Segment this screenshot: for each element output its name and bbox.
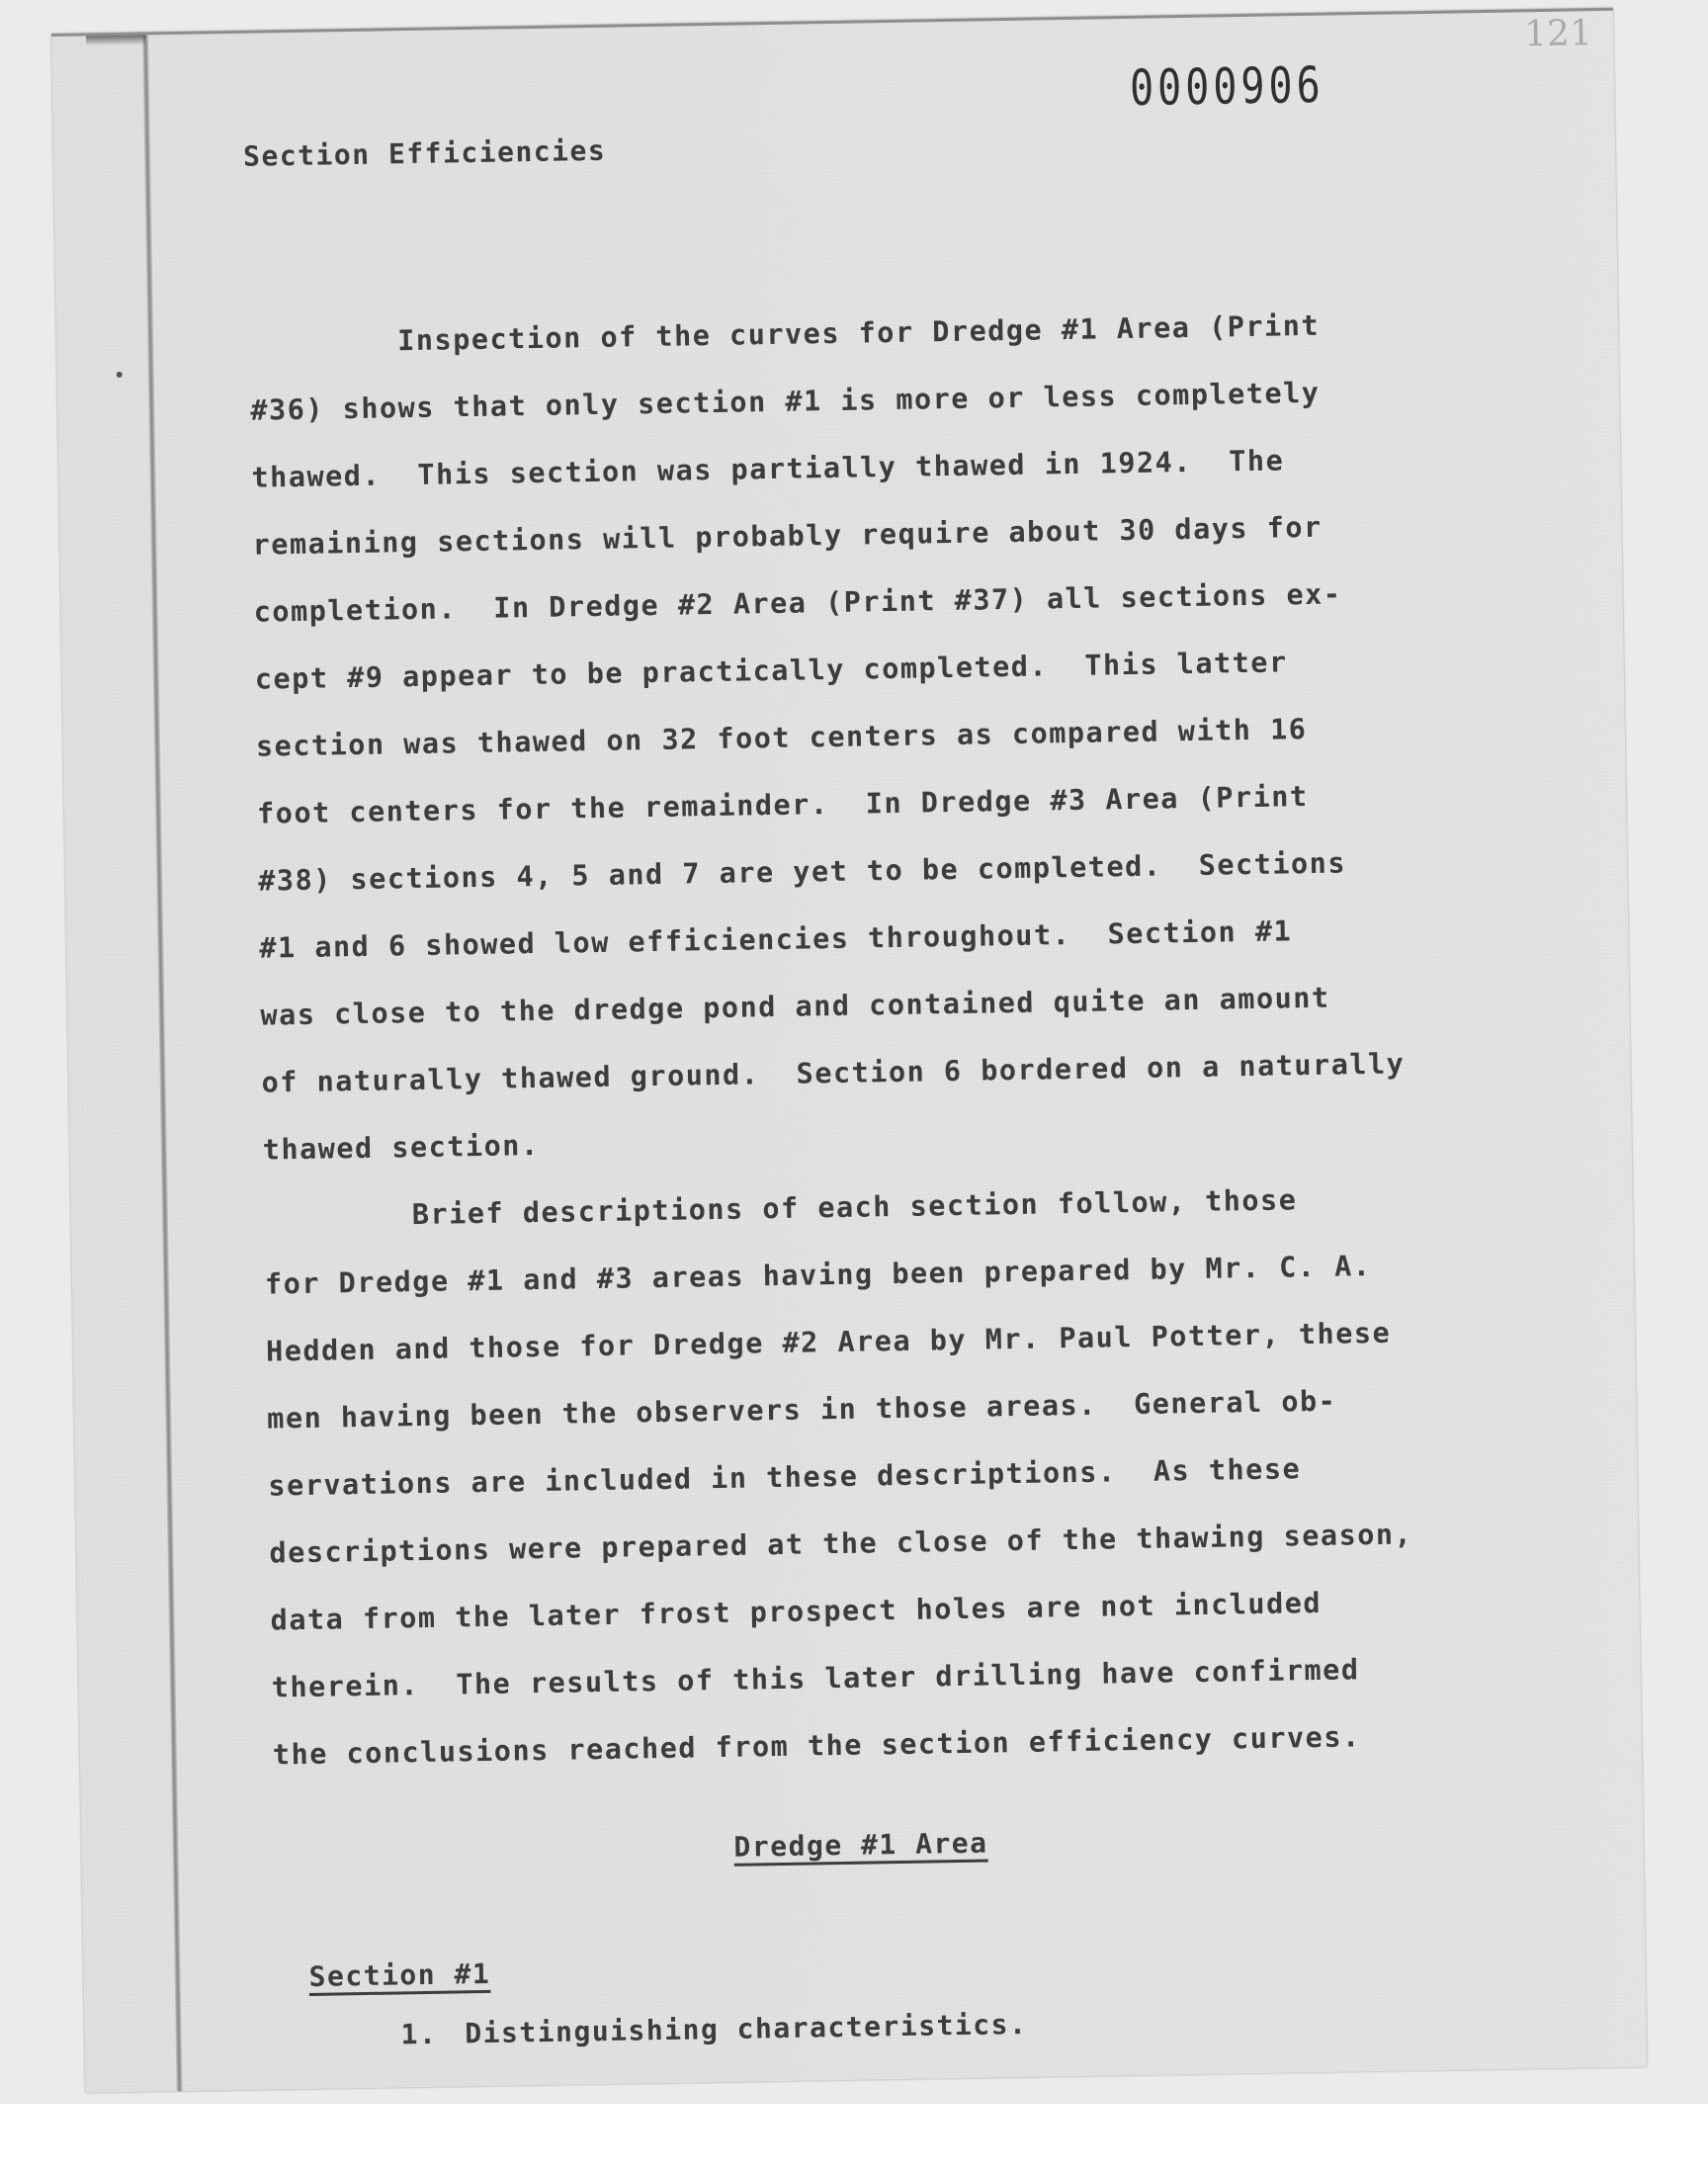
list-item-number: 1.	[400, 2017, 438, 2051]
area-heading: Dredge #1 Area	[733, 1826, 988, 1864]
folded-corner	[86, 35, 145, 45]
ink-speck	[117, 372, 123, 378]
page-number: 121	[1523, 13, 1593, 55]
text-line: remaining sections will probably require about 30 days for	[252, 510, 1323, 562]
text-line: for Dredge #1 and #3 areas having been prepared by Mr. C. A.	[264, 1250, 1372, 1301]
fold-crease	[142, 35, 182, 2091]
text-line: thawed section.	[262, 1128, 540, 1167]
text-line: men having been the observers in those areas. General ob-	[266, 1384, 1337, 1436]
stamp-number: 0000906	[1129, 56, 1325, 118]
text-line: Inspection of the curves for Dredge #1 Area (Print	[396, 308, 1321, 358]
text-line: #38) sections 4, 5 and 7 are yet to be completed. Sections	[257, 846, 1347, 898]
list-item-text: Distinguishing characteristics.	[465, 2007, 1028, 2050]
document-page	[51, 8, 1647, 2093]
text-line: #36) shows that only section #1 is more or less completely	[250, 376, 1321, 427]
list-item	[400, 2008, 1027, 2051]
text-line: data from the later frost prospect holes are not included	[270, 1586, 1323, 1637]
paragraph-2	[263, 1164, 1518, 1789]
header-title: Section Efficiencies	[242, 133, 607, 173]
paragraph-1	[249, 290, 1508, 1184]
text-line: completion. In Dredge #2 Area (Print #37) all sections ex-	[253, 577, 1342, 629]
text-line: of naturally thawed ground. Section 6 bordered on a naturally	[261, 1047, 1406, 1099]
text-line: foot centers for the remainder. In Dredge #3 Area (Print	[256, 780, 1309, 830]
text-line: Hedden and those for Dredge #2 Area by Mr. Paul Potter, these	[265, 1316, 1392, 1368]
text-line: descriptions were prepared at the close of the thawing season,	[269, 1518, 1413, 1570]
body-text	[249, 290, 1519, 1789]
text-line: was close to the dredge pond and contained quite an amount	[260, 981, 1330, 1032]
section-heading: Section #1	[308, 1957, 491, 1993]
text-line: section was thawed on 32 foot centers as compared with 16	[255, 713, 1308, 763]
text-line: therein. The results of this later drilling have confirmed	[271, 1653, 1360, 1704]
text-line: servations are included in these descriptions. As these	[268, 1452, 1302, 1503]
text-line: the conclusions reached from the section efficiency curves.	[272, 1720, 1361, 1772]
text-line: thawed. This section was partially thawed in 1924. The	[251, 444, 1285, 494]
text-line: Brief descriptions of each section follow, those	[411, 1183, 1298, 1232]
text-line: cept #9 appear to be practically completed. This latter	[254, 646, 1288, 696]
text-line: #1 and 6 showed low efficiencies throughout. Section #1	[259, 914, 1293, 965]
